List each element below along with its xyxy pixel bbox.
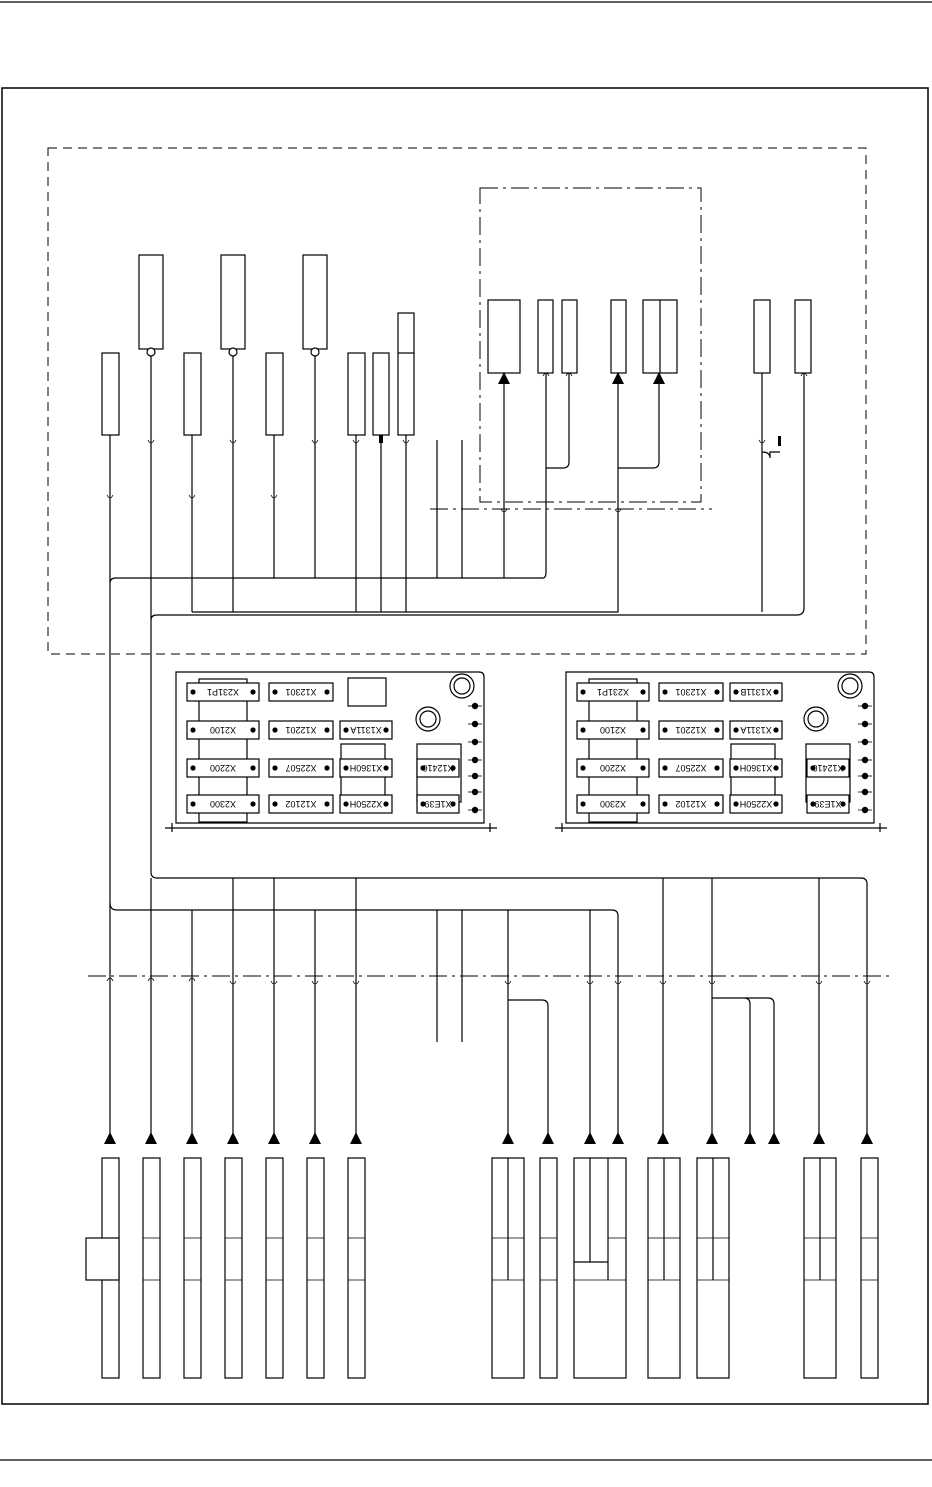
terminal-label: X2100 — [599, 725, 627, 735]
left-slot — [577, 721, 649, 739]
page-frame — [0, 2, 932, 1460]
terminal-label: X231P1 — [596, 687, 630, 697]
terminal-label: X2300 — [209, 799, 237, 809]
terminal-label: X12102 — [675, 799, 707, 809]
left-slot — [577, 759, 649, 777]
terminal-label: X1E39 — [814, 799, 842, 809]
terminal-label: X2100 — [209, 725, 237, 735]
left-slot — [187, 795, 259, 813]
right-slot — [340, 795, 392, 813]
right-slot — [730, 759, 782, 777]
terminal-label: X1311A — [350, 725, 382, 735]
terminal-label: X12410 — [422, 763, 454, 773]
middle-slot — [269, 721, 333, 739]
left-slot — [577, 795, 649, 813]
upper-top-blocks — [139, 255, 327, 356]
terminal-label: X12201 — [285, 725, 317, 735]
middle-slot — [659, 759, 723, 777]
terminal-label: X1360H — [739, 763, 773, 773]
middle-slot — [659, 795, 723, 813]
right-slot — [340, 721, 392, 739]
terminal-label: X1360H — [349, 763, 383, 773]
far-slot — [807, 795, 849, 813]
middle-slot — [659, 683, 723, 701]
far-slot — [417, 759, 459, 777]
terminal-label: X1E39 — [424, 799, 452, 809]
terminal-label: X22507 — [675, 763, 707, 773]
far-slot — [807, 759, 849, 777]
terminal-label: X12102 — [285, 799, 317, 809]
right-slot — [730, 721, 782, 739]
terminal-label: X1311B — [740, 687, 772, 697]
right-slot — [730, 795, 782, 813]
terminal-label: X2250H — [739, 799, 773, 809]
left-slot — [577, 683, 649, 701]
middle-slot — [659, 721, 723, 739]
terminal-label: X1311A — [740, 725, 772, 735]
terminal-label: X2200 — [599, 763, 627, 773]
terminal-label: X2300 — [599, 799, 627, 809]
far-slot — [417, 795, 459, 813]
terminal-label: X12301 — [675, 687, 707, 697]
upper-wiring — [107, 356, 807, 620]
terminal-label: X2250H — [349, 799, 383, 809]
lower-wiring — [104, 583, 873, 1144]
terminal-label: X22507 — [285, 763, 317, 773]
terminal-label: X12201 — [675, 725, 707, 735]
terminal-label: X231P1 — [206, 687, 240, 697]
upper-blocks — [102, 300, 811, 435]
terminal-label: X12410 — [812, 763, 844, 773]
right-slot — [730, 683, 782, 701]
right-slot — [340, 759, 392, 777]
left-slot — [187, 759, 259, 777]
left-slot — [187, 721, 259, 739]
lower-terminal-blocks — [86, 1158, 878, 1378]
terminal-label: X2200 — [209, 763, 237, 773]
middle-slot — [269, 795, 333, 813]
middle-slot — [269, 683, 333, 701]
left-slot — [187, 683, 259, 701]
terminal-label: X12301 — [285, 687, 317, 697]
middle-slot — [269, 759, 333, 777]
